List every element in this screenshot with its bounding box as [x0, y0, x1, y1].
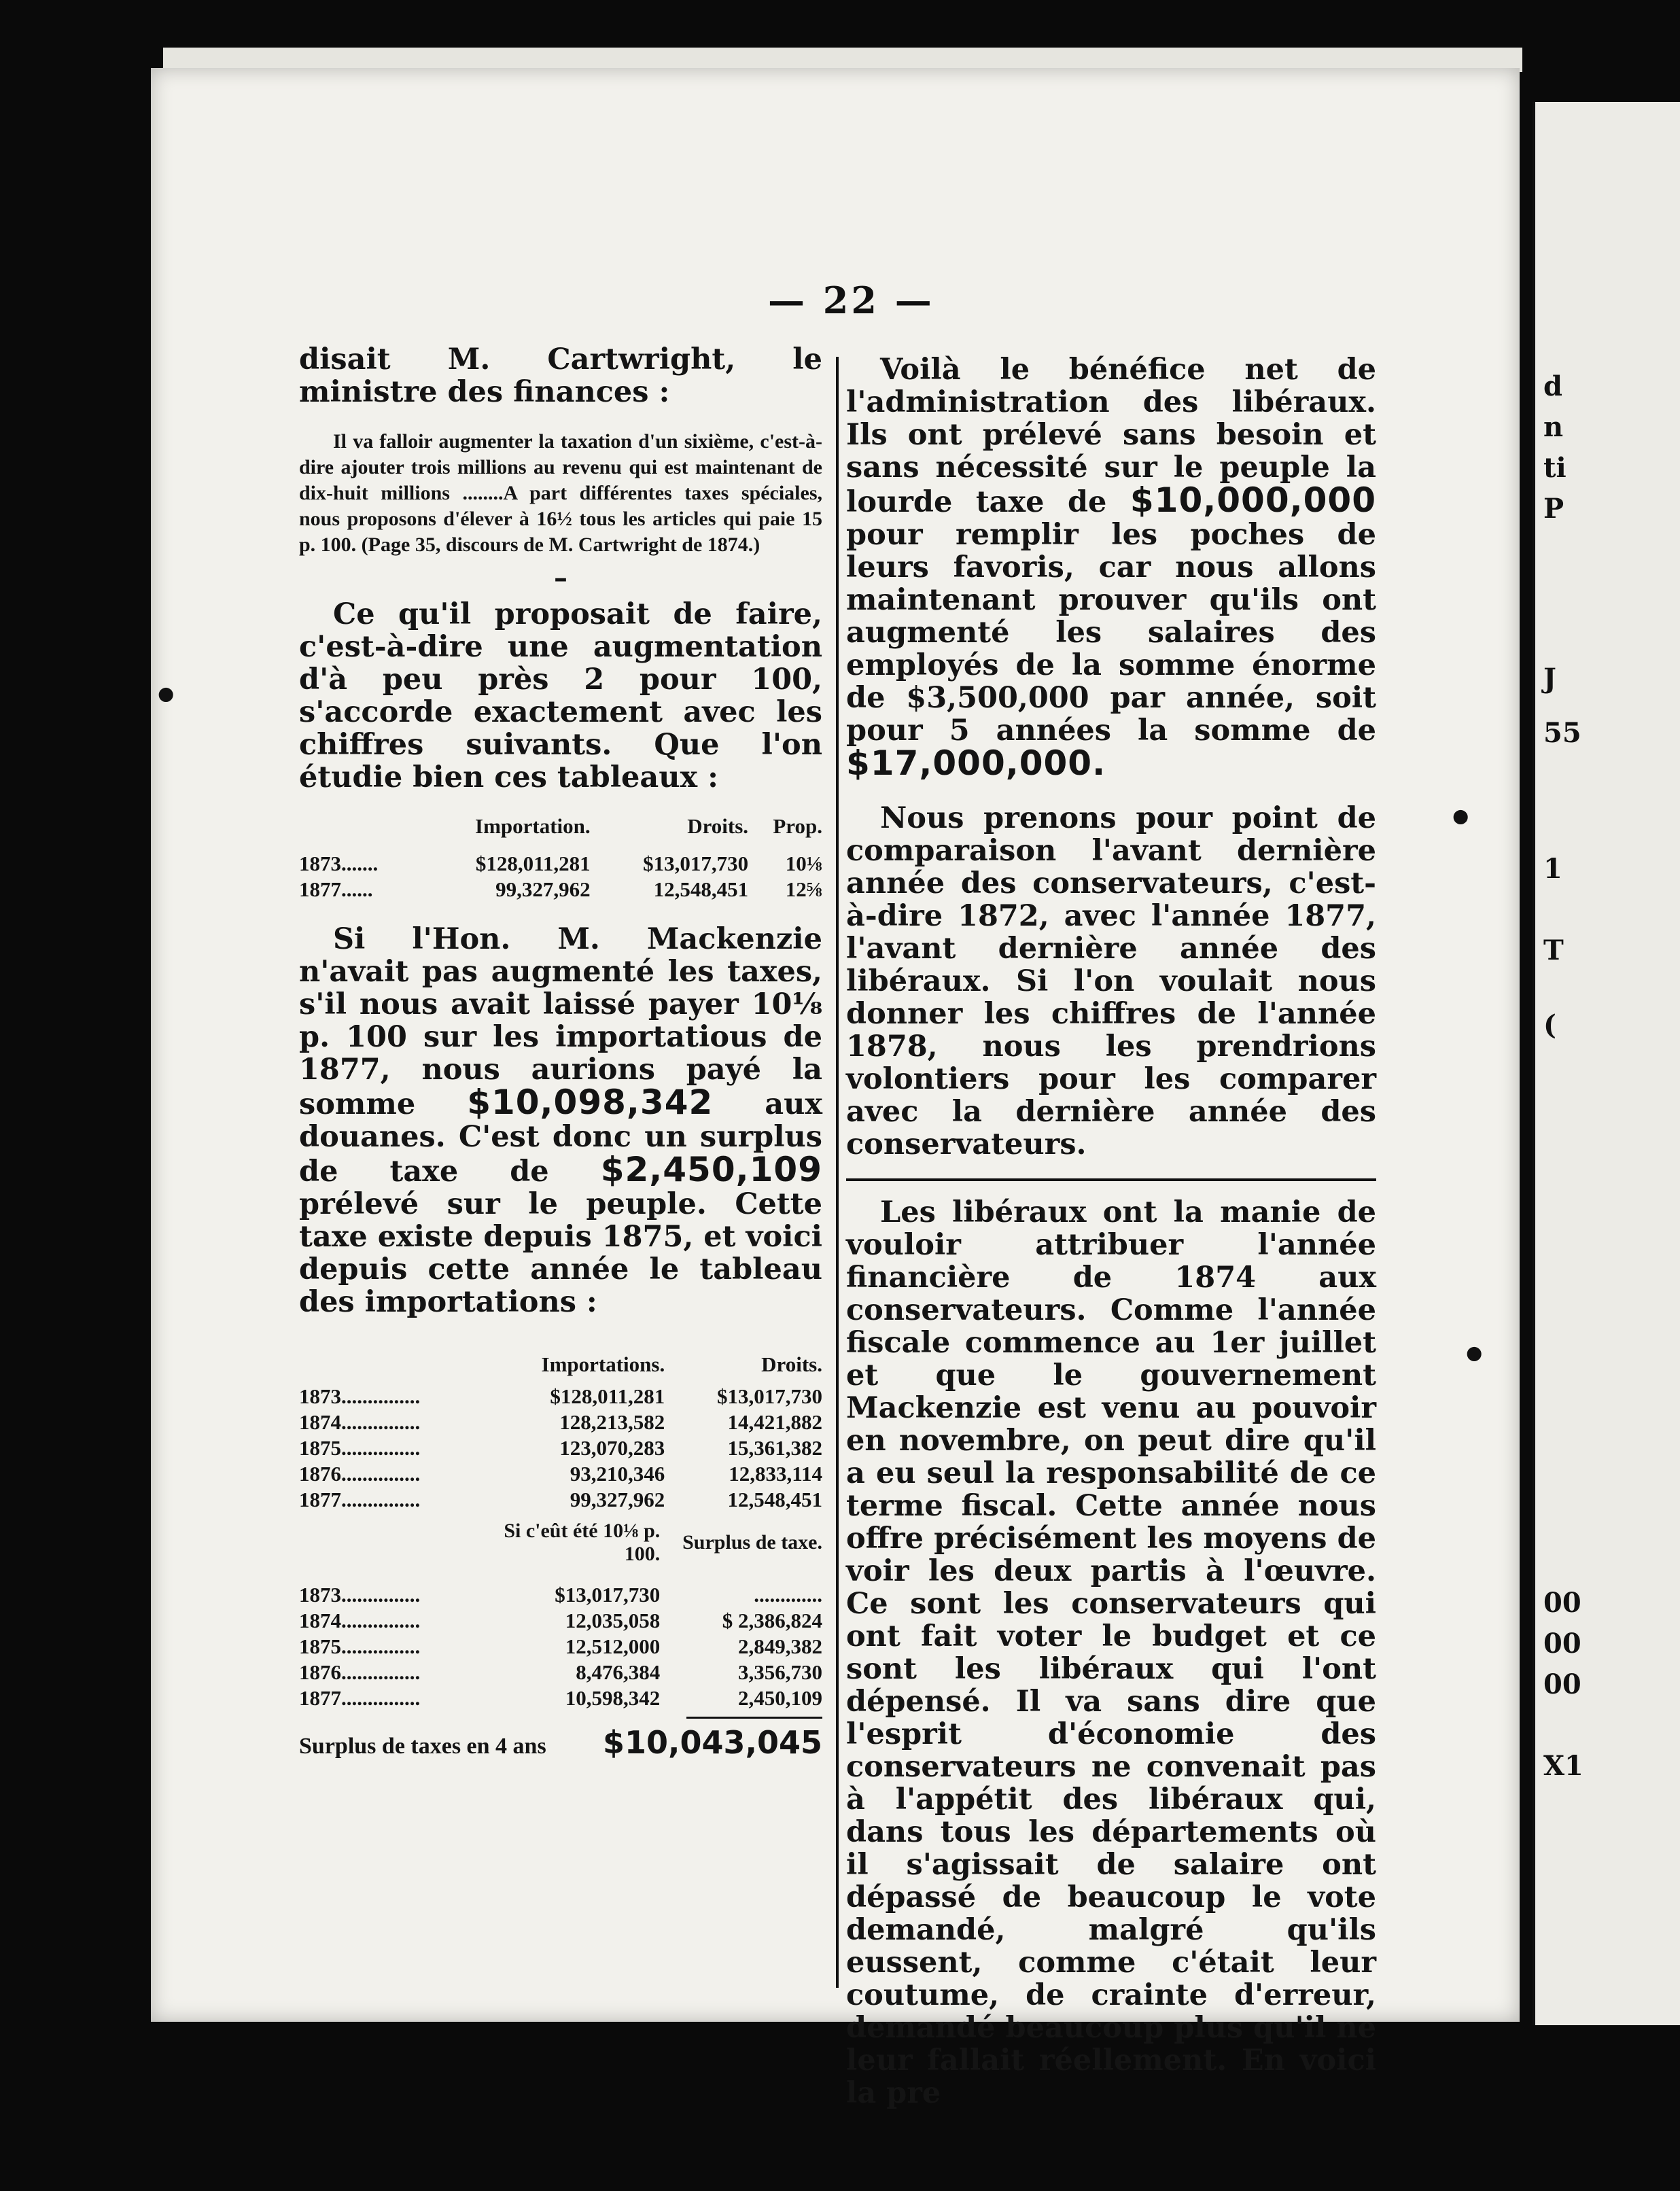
- table-cell: 15,361,382: [727, 1436, 822, 1460]
- table-cell: $13,017,730: [717, 1384, 822, 1408]
- table-cell: 12,035,058: [565, 1609, 661, 1632]
- table-header: Importations.: [541, 1352, 665, 1376]
- right-paragraph-2: Nous prenons pour point de comparaison l'avant dernière année des conservateurs, c'est-à-dire 1872, avec l'année 1877, l'avant dernière année des libéraux. Si l'on voulait nous donner les chiffres de l'année 1878, nous les prendrions volontiers pour les comparer avec la dernière année des conservateurs.: [846, 801, 1376, 1161]
- table-cell: 2,450,109: [738, 1686, 822, 1710]
- page-number: — 22 —: [768, 279, 934, 322]
- table-cell: 8,476,384: [576, 1660, 661, 1684]
- sum-rule: [686, 1717, 822, 1719]
- table-cell: 14,421,882: [727, 1410, 822, 1434]
- table-row: [299, 1634, 822, 1660]
- adjacent-text-fragment: 00: [1543, 1628, 1581, 1660]
- table-cell: 1876...............: [299, 1660, 421, 1684]
- table-cell: 2,849,382: [738, 1634, 822, 1658]
- table-row: [299, 1384, 822, 1409]
- paragraph-1: Ce qu'il proposait de faire, c'est-à-dire une augmentation d'à peu près 2 pour 100, s'accorde exactement avec les chiffres suivants. Que l'on étudie bien ces tableaux :: [299, 597, 822, 794]
- left-column: [299, 343, 822, 1761]
- adjacent-text-fragment: n: [1543, 411, 1564, 443]
- table-cell: 12,548,451: [727, 1488, 822, 1511]
- table-cell: 1877......: [299, 877, 373, 901]
- table-cell: $13,017,730: [643, 852, 749, 875]
- paragraph-2-text-c: prélevé sur le peuple. Cette taxe existe depuis 1875, et voici depuis cette année le tableau des importations :: [299, 1187, 823, 1319]
- amount-duties: $10,098,342: [467, 1083, 714, 1122]
- table-header: [299, 1352, 480, 1377]
- right-paragraph-1-text-b: pour remplir les poches de leurs favoris, car nous allons maintenant prouver qu'ils ont augmenté les salaires des employés de la somme énorme de $3,500,000 par année, soit pour 5 années la somme de: [846, 518, 1376, 748]
- table-imports-duties: [299, 1352, 822, 1513]
- table-import-proportion: [299, 814, 822, 902]
- table-cell: 12,833,114: [729, 1462, 822, 1486]
- quote-text: Il va falloir augmenter la taxation d'un sixième, c'est-à-dire ajouter trois millions au revenu qui est maintenant de dix-huit millions ........A part différentes taxes spéciales, nous proposons d'élever à 16½ tous les articles qui paie 15 p. 100. (Page 35, discours de M. Cartwright de 1874.): [299, 430, 822, 556]
- table-cell: 1874...............: [299, 1410, 421, 1434]
- table-cell: 12,512,000: [565, 1634, 661, 1658]
- table-row: [299, 1685, 822, 1711]
- table-header: Importation.: [475, 814, 591, 838]
- adjacent-text-fragment: J: [1543, 663, 1556, 695]
- table-header: [299, 1520, 472, 1566]
- adjacent-text-fragment: 00: [1543, 1587, 1581, 1619]
- right-paragraph-1: [846, 353, 1376, 782]
- table-header-row: [299, 1352, 822, 1377]
- adjacent-text-fragment: 55: [1543, 717, 1581, 749]
- paragraph-2-text-b: aux douanes. C'est donc un surplus de taxe de: [299, 1087, 822, 1189]
- table-cell: 1876...............: [299, 1462, 421, 1486]
- intro-text: disait M. Cartwright, le ministre des finances :: [299, 343, 822, 409]
- table-cell: 1873...............: [299, 1583, 421, 1607]
- paragraph-2: [299, 923, 822, 1318]
- table-cell: 10⅛: [785, 852, 822, 875]
- paragraph-2-text-a: Si l'Hon. M. Mackenzie n'avait pas augmenté les taxes, s'il nous avait laissé payer 10⅛ p. 100 sur les importatious de 1877, nous aurions payé la somme: [299, 922, 822, 1121]
- table-cell: 12,548,451: [653, 877, 749, 901]
- table-cell: 93,210,346: [570, 1462, 665, 1486]
- adjacent-text-fragment: T: [1543, 934, 1564, 966]
- total-amount: $10,043,045: [602, 1724, 822, 1761]
- right-paragraph-3: Les libéraux ont la manie de vouloir attribuer l'année financière de 1874 aux conservateurs. Comme l'année fiscale commence au 1er juillet et que le gouvernement Mackenzie est venu au pouvoir en novembre, on peut dire qu'il a eu seul la responsabilité de ce terme fiscal. Cette année nous offre précisément les moyens de voir les deux partis à l'œuvre. Ce sont les conservateurs qui ont fait voter le budget et ce sont les libéraux qui l'ont dépensé. Il va sans dire que l'esprit d'économie des conservateurs ne convenait pas à l'appétit des libéraux qui, dans tous les départements où il s'agissait de salaire ont dépassé de beaucoup le vote demandé, malgré qu'ils eussent, comme c'était leur coutume, de crainte d'erreur, demandé beaucoup plus qu'il ne leur fallait réellement. En voici la pre: [846, 1195, 1376, 2110]
- table-cell: $13,017,730: [555, 1583, 661, 1607]
- table-row: [299, 877, 822, 902]
- table-row: [299, 1409, 822, 1435]
- table-cell: 1875...............: [299, 1436, 421, 1460]
- total-row: [299, 1724, 822, 1761]
- table-cell: 1877...............: [299, 1488, 421, 1511]
- adjacent-page: [1533, 102, 1680, 2025]
- ink-mark: •: [1448, 795, 1474, 843]
- table-cell: $ 2,386,824: [722, 1609, 822, 1632]
- amount-ten-million: $10,000,000: [1130, 480, 1376, 520]
- table-header: Surplus de taxe.: [682, 1531, 822, 1554]
- table-cell: 10,598,342: [565, 1686, 661, 1710]
- amount-seventeen-million: $17,000,000.: [846, 743, 1106, 783]
- adjacent-text-fragment: P: [1543, 493, 1564, 525]
- table-header: Prop.: [773, 814, 822, 838]
- adjacent-text-fragment: (: [1543, 1009, 1556, 1041]
- table-cell: 1873.......: [299, 852, 379, 875]
- total-label: Surplus de taxes en 4 ans: [299, 1734, 546, 1759]
- table-cell: 99,327,962: [495, 877, 591, 901]
- table-row: [299, 1660, 822, 1685]
- table-header-row: [299, 1520, 822, 1566]
- table-cell: 1877...............: [299, 1686, 421, 1710]
- table-row: [299, 1435, 822, 1461]
- table-cell: $128,011,281: [550, 1384, 665, 1408]
- table-row: [299, 851, 822, 877]
- table-cell: 123,070,283: [559, 1436, 665, 1460]
- table-cell: $128,011,281: [475, 852, 591, 875]
- table-cell: 128,213,582: [559, 1410, 665, 1434]
- amount-surplus: $2,450,109: [600, 1150, 822, 1189]
- table-row: [299, 1461, 822, 1487]
- table-row: [299, 1608, 822, 1634]
- table-cell: 99,327,962: [570, 1488, 665, 1511]
- table-cell: .............: [754, 1583, 822, 1607]
- ink-mark: •: [153, 673, 179, 720]
- table-header: [299, 814, 417, 839]
- table-cell: 12⅝: [785, 877, 822, 901]
- right-paragraph-1-text-a: Voilà le bénéfice net de l'administration des libéraux. Ils ont prélevé sans besoin et sans nécessité sur le peuple la lourde taxe de: [846, 353, 1376, 519]
- table-header-row: [299, 814, 822, 839]
- table-header: Droits.: [761, 1352, 822, 1376]
- table-cell: 1873...............: [299, 1384, 421, 1408]
- table-surplus: [299, 1520, 822, 1711]
- table-cell: 1874...............: [299, 1609, 421, 1632]
- right-column: [846, 353, 1376, 2109]
- section-rule: [846, 1178, 1376, 1181]
- table-cell: 1875...............: [299, 1634, 421, 1658]
- adjacent-text-fragment: X1: [1543, 1750, 1583, 1782]
- adjacent-text-fragment: 00: [1543, 1668, 1581, 1700]
- separator-dash: –: [554, 562, 567, 594]
- table-row: [299, 1582, 822, 1608]
- adjacent-text-fragment: d: [1543, 370, 1562, 402]
- table-cell: 3,356,730: [738, 1660, 822, 1684]
- table-header: Droits.: [687, 814, 749, 838]
- column-divider: [836, 357, 839, 1988]
- table-header: Si c'eût été 10⅛ p. 100.: [504, 1520, 661, 1565]
- adjacent-text-fragment: ti: [1543, 452, 1567, 484]
- table-row: [299, 1487, 822, 1513]
- ink-mark: •: [1461, 1332, 1488, 1380]
- adjacent-text-fragment: 1: [1543, 853, 1562, 885]
